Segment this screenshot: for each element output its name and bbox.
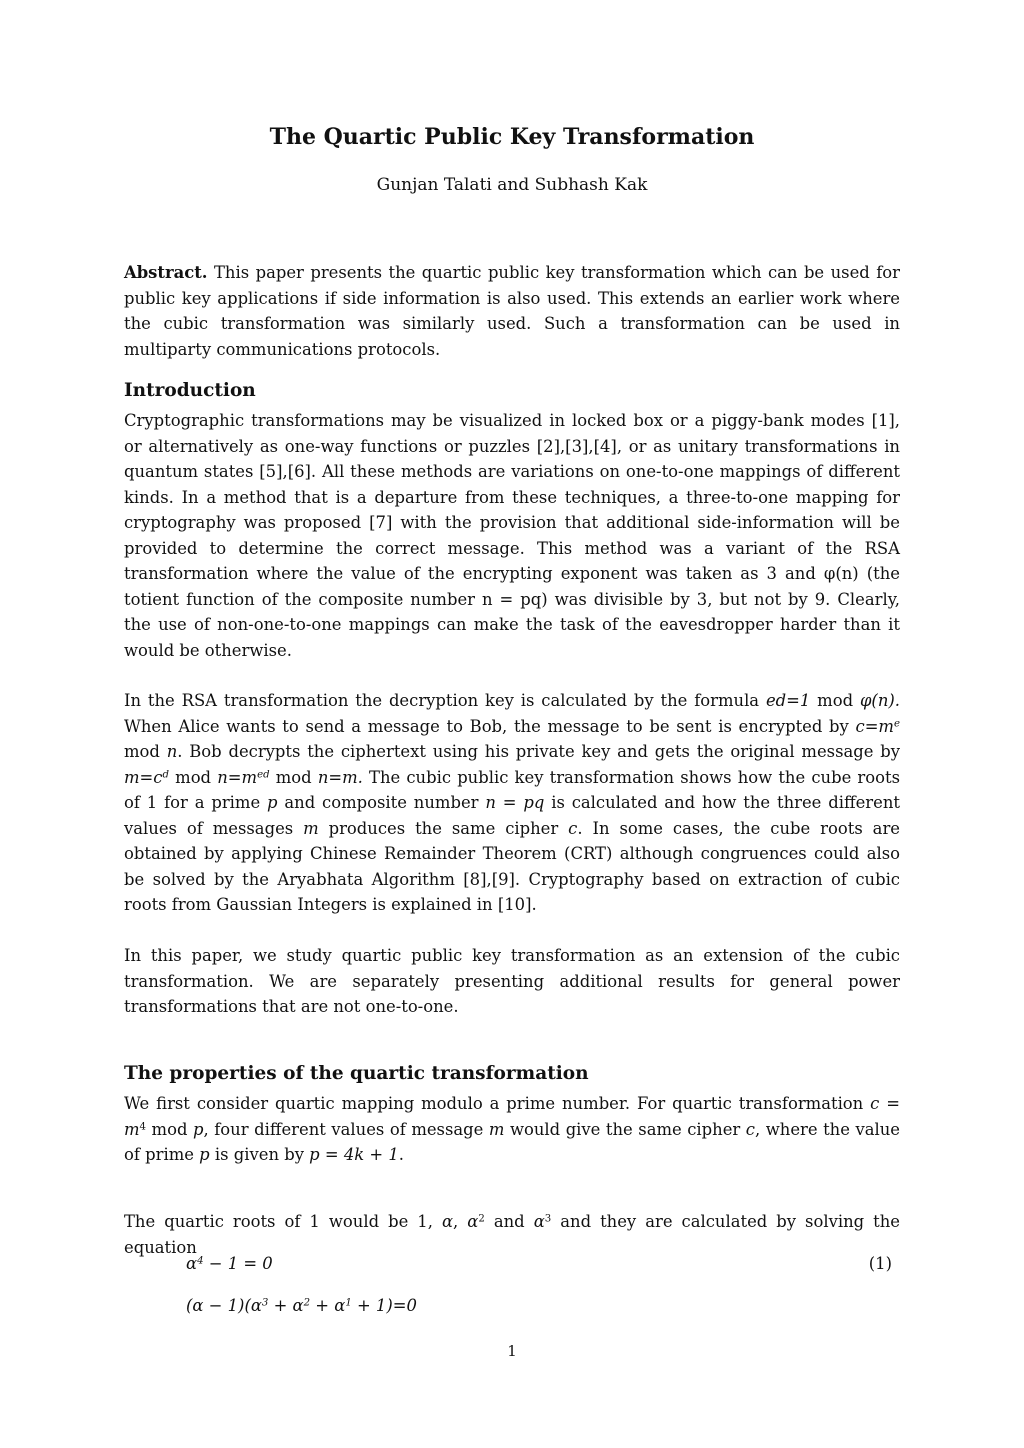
intro-paragraph-2: [124, 688, 900, 918]
text-span: mod: [146, 1119, 193, 1139]
formula: c = m: [124, 1094, 901, 1139]
superscript: 2: [478, 1213, 485, 1225]
formula: n=m.: [317, 767, 363, 787]
introduction-heading: Introduction: [124, 380, 256, 401]
formula: m: [303, 818, 319, 838]
paper-title: The Quartic Public Key Transformation: [269, 124, 755, 150]
superscript: 4: [139, 1120, 147, 1132]
formula: ed=1: [765, 691, 811, 710]
formula: p: [267, 793, 278, 812]
superscript: 2: [303, 1297, 311, 1309]
text-span: .: [398, 1145, 404, 1164]
superscript: 4: [197, 1255, 204, 1267]
text-span: We first consider quartic mapping modulo a prime number. For quartic transformation: [124, 1094, 871, 1113]
properties-heading: The properties of the quartic transformation: [124, 1063, 589, 1084]
text-span: ,: [453, 1212, 468, 1231]
formula: + α: [310, 1296, 346, 1315]
formula: m=c: [124, 767, 163, 787]
page-number: 1: [507, 1342, 517, 1360]
formula: φ(n).: [859, 691, 900, 710]
properties-paragraph-1: [124, 1091, 900, 1168]
formula: − 1 = 0: [203, 1254, 273, 1273]
text-span: . In some cases, the cube roots are obtained by applying Chinese Remainder Theorem (CRT) although congruences could also be solved by the Aryabhata Algorithm [8],[9]. Cryptography based on extraction of cubic roots from Gaussian Integers is explained in [10].: [124, 818, 900, 914]
formula: α: [533, 1212, 545, 1231]
formula: + α: [268, 1296, 304, 1315]
formula: p = 4k + 1: [309, 1145, 399, 1164]
text-span: and they are calculated by solving the equation: [124, 1212, 900, 1257]
formula: p: [192, 1119, 204, 1139]
superscript: d: [162, 768, 169, 780]
text-span: mod: [810, 691, 860, 710]
properties-paragraph-2: [124, 1209, 900, 1260]
formula: n = pq: [485, 793, 545, 812]
abstract: [124, 260, 900, 362]
text-span: , four different values of message: [203, 1119, 489, 1139]
equation-1-number: (1): [868, 1254, 892, 1273]
formula: p: [199, 1145, 210, 1164]
text-span: , where the value of prime: [124, 1119, 900, 1164]
text-span: and: [484, 1212, 534, 1231]
formula: c=m: [855, 716, 894, 736]
abstract-text: This paper presents the quartic public key transformation which can be used for public key applications if side information is also used. This extends an earlier work where the cubic transformation was similarly used. Such a transformation can be used in multiparty communications protocols.: [124, 263, 900, 359]
equation-1: [186, 1254, 273, 1273]
formula: α: [467, 1212, 479, 1231]
formula: α: [441, 1212, 454, 1231]
paper-authors: Gunjan Talati and Subhash Kak: [376, 175, 648, 195]
text-span: mod: [269, 767, 318, 787]
formula: + 1)=0: [351, 1296, 417, 1315]
text-span: . Bob decrypts the ciphertext using his private key and gets the original message by: [177, 742, 900, 761]
superscript: 3: [544, 1213, 552, 1225]
intro-paragraph-3: In this paper, we study quartic public key transformation as an extension of the cubic transformation. We are separately presenting additional results for general power transformations that are not one-to-one.: [124, 946, 900, 1016]
abstract-label: Abstract.: [124, 263, 208, 282]
formula: c: [568, 818, 578, 838]
text-span: is given by: [209, 1145, 310, 1164]
text-span: is calculated and how the three different values of messages: [124, 793, 900, 838]
text-span: In the RSA transformation the decryption key is calculated by the formula: [124, 691, 766, 710]
text-span: The cubic public key transformation shows how the cube roots of 1 for a prime: [124, 767, 900, 812]
text-span: and composite number: [277, 793, 486, 812]
superscript: 3: [261, 1297, 269, 1309]
equation-2: [186, 1296, 417, 1315]
text-span: mod: [124, 742, 167, 761]
formula: α: [186, 1254, 198, 1273]
text-span: When Alice wants to send a message to Bob, the message to be sent is encrypted by: [124, 716, 856, 736]
formula: c: [745, 1119, 755, 1139]
intro-paragraph-1: Cryptographic transformations may be visualized in locked box or a piggy-bank modes [1], or alternatively as one-way functions or puzzles [2],[3],[4], or as unitary transformations in quantum states [5],[6]. All these methods are variations on one-to-one mappings of different kinds. In a method that is a departure from these techniques, a three-to-one mapping for cryptography was proposed [7] with the provision that additional side-information will be provided to determine the correct message. This method was a variant of the RSA transformation where the value of the encrypting exponent was taken as 3 and φ(n) (the totient function of the composite number n = pq) was divisible by 3, but not by 9. Clearly, the use of non-one-to-one mappings can make the task of the eavesdropper harder than it would be otherwise.: [124, 411, 900, 660]
text-span: mod: [168, 767, 218, 787]
formula: m: [488, 1119, 505, 1139]
superscript: ed: [257, 768, 270, 780]
formula: (α − 1)(α: [186, 1296, 262, 1315]
text-span: produces the same cipher: [318, 818, 569, 838]
superscript: 1: [345, 1297, 352, 1309]
text-span: The quartic roots of 1 would be 1,: [124, 1212, 442, 1231]
superscript: e: [893, 717, 900, 729]
formula: n: [166, 742, 178, 761]
formula: n=m: [217, 767, 258, 787]
text-span: would give the same cipher: [504, 1119, 746, 1139]
